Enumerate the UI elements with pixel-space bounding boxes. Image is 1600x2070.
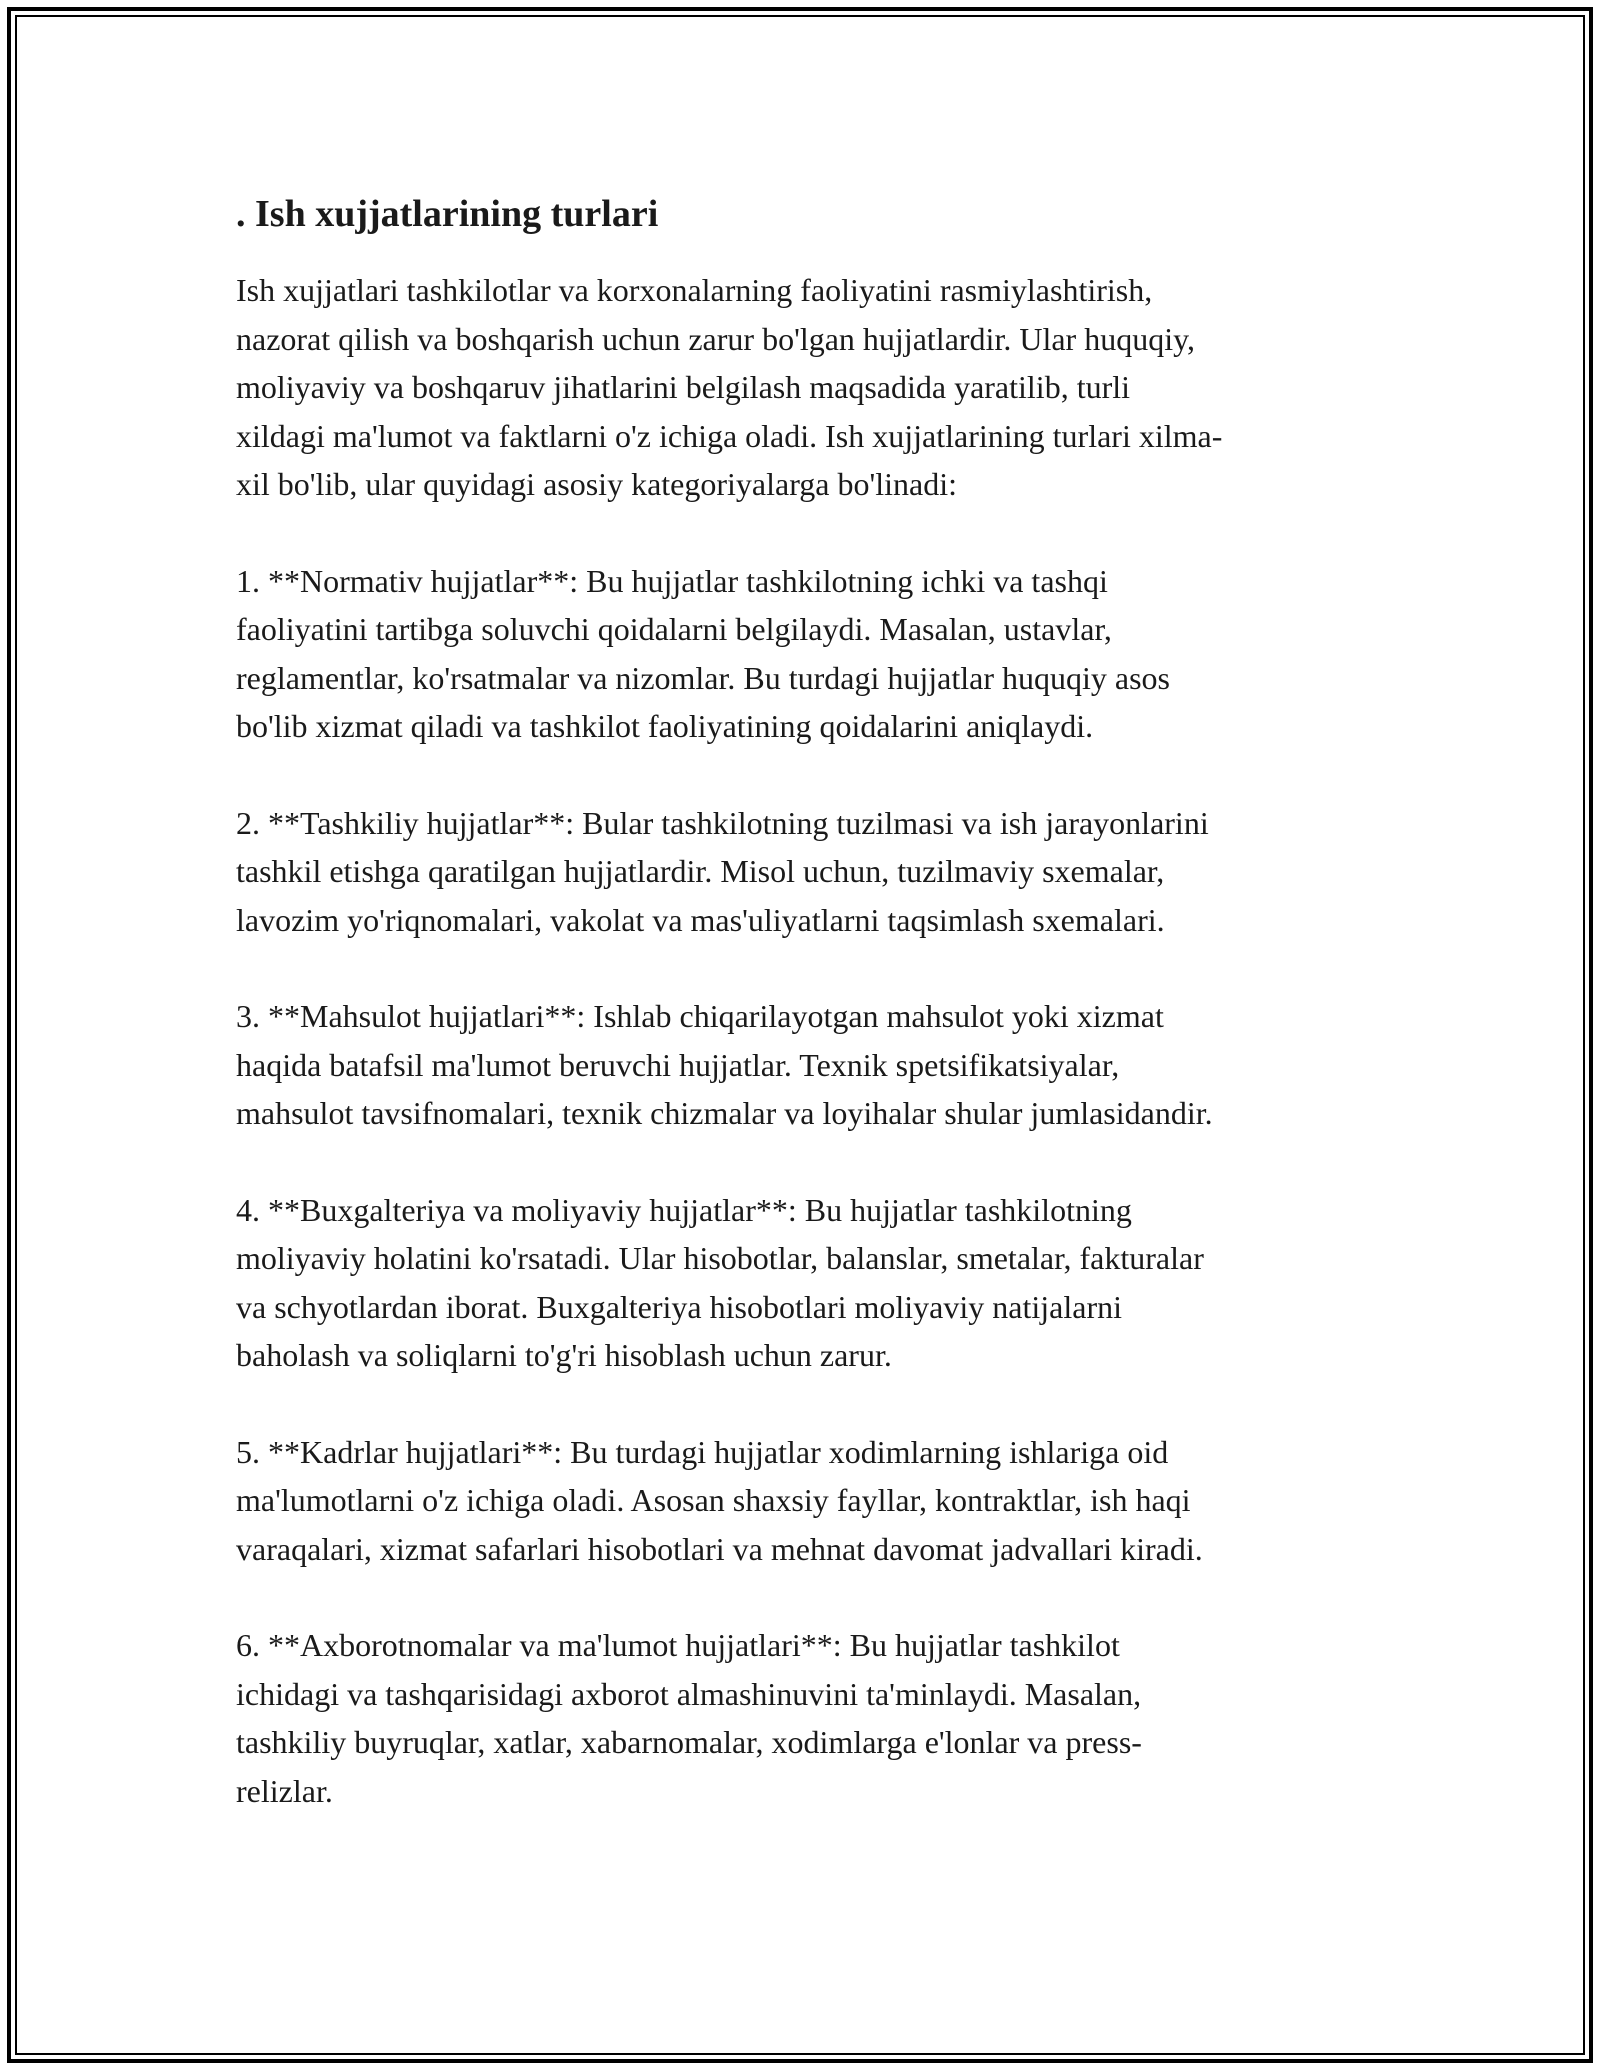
document-title: . Ish xujjatlarining turlari [236, 193, 659, 235]
intro-paragraph: Ish xujjatlari tashkilotlar va korxonalarning faoliyatini rasmiylashtirish, nazorat qilish va boshqarish uchun zarur bo'lgan hujjatlardir. Ular huquqiy, moliyaviy va boshqaruv jihatlarini belgilash maqsadida yaratilib, turli xildagi ma'lumot va faktlarni o'z ichiga oladi. Ish xujjatlarining turlari xilma- xil bo'lib, ular quyidagi asosiy kategoriyalarga bo'linadi: [236, 272, 1223, 502]
document-body [236, 186, 1376, 1863]
list-item-buxgalteriya: 4. **Buxgalteriya va moliyaviy hujjatlar**: Bu hujjatlar tashkilotning moliyaviy holatini ko'rsatadi. Ular hisobotlar, balanslar, smetalar, fakturalar va schyotlardan iborat. Buxgalteriya hisobotlari moliyaviy natijalarni baholash va soliqlarni to'g'ri hisoblash uchun zarur. [236, 1191, 1204, 1373]
list-item-mahsulot: 3. **Mahsulot hujjatlari**: Ishlab chiqarilayotgan mahsulot yoki xizmat haqida batafsil ma'lumot beruvchi hujjatlar. Texnik spetsifikatsiyalar, mahsulot tavsifnomalari, texnik chizmalar va loyihalar shular jumlasidandir. [236, 998, 1213, 1131]
list-item-normativ: 1. **Normativ hujjatlar**: Bu hujjatlar tashkilotning ichki va tashqi faoliyatini tartibga soluvchi qoidalarni belgilaydi. Masalan, ustavlar, reglamentlar, ko'rsatmalar va nizomlar. Bu turdagi hujjatlar huquqiy asos bo'lib xizmat qiladi va tashkilot faoliyatining qoidalarini aniqlaydi. [236, 562, 1170, 744]
list-item-axborotnomalar: 6. **Axborotnomalar va ma'lumot hujjatlari**: Bu hujjatlar tashkilot ichidagi va tashqarisidagi axborot almashinuvini ta'minlaydi. Masalan, tashkiliy buyruqlar, xatlar, xabarnomalar, xodimlarga e'lonlar va press- relizlar. [236, 1627, 1142, 1809]
list-item-tashkiliy: 2. **Tashkiliy hujjatlar**: Bular tashkilotning tuzilmasi va ish jarayonlarini tashkil etishga qaratilgan hujjatlardir. Misol uchun, tuzilmaviy sxemalar, lavozim yo'riqnomalari, vakolat va mas'uliyatlarni taqsimlash sxemalari. [236, 804, 1209, 938]
list-item-kadrlar: 5. **Kadrlar hujjatlari**: Bu turdagi hujjatlar xodimlarning ishlariga oid ma'lumotlarni o'z ichiga oladi. Asosan shaxsiy fayllar, kontraktlar, ish haqi varaqalari, xizmat safarlari hisobotlari va mehnat davomat jadvallari kiradi. [236, 1433, 1203, 1567]
